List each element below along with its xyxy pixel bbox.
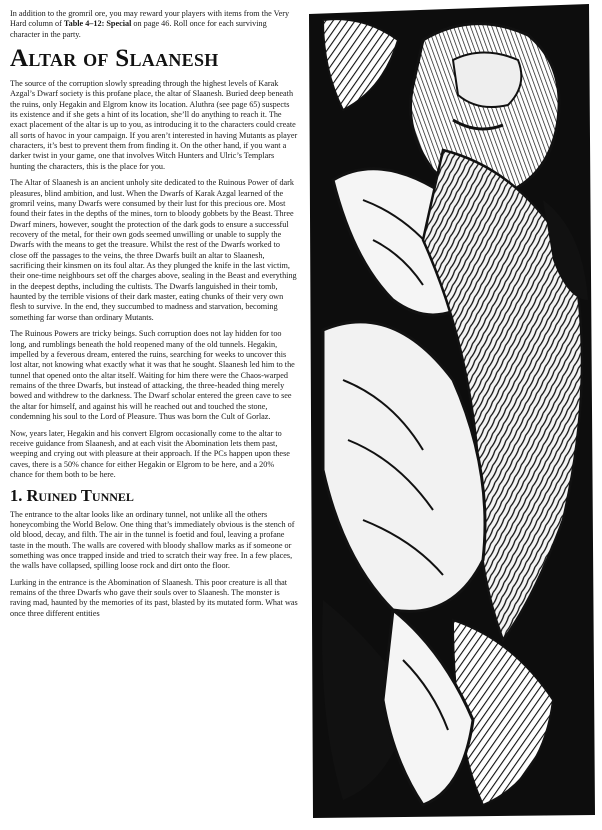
table-reference: Table 4–12: Special (63, 19, 132, 29)
section-title: Altar of Slaanesh (10, 45, 219, 73)
body-paragraph: The source of the corruption slowly spreading through the highest levels of Karak Azgal’s Dwarf society is this profane place, the altar of Slaanesh. Buried deep beneath the ruins, only Hegakin and Elgrom know its location. Aluthra (see page 65) suspects its existence and if she gets a hint of its location, she’ll do anything to reach it. The exact placement of the altar is up to you, as introducing it to the characters could create all sorts of havoc in your campaign. If you aren’t interested in having Mutants as player characters, it’s best to prevent them from finding it. On the other hand, if you want a darker twist in your game, one that involves Witch Hunters and Ulric’s Templars hunting the characters, this is the place for you. (10, 79, 298, 171)
subsection-title: 1. Ruined Tunnel (10, 485, 134, 505)
dwarf-illustration-svg (303, 0, 602, 830)
text-column (10, 9, 298, 625)
body-paragraph: The Ruinous Powers are tricky beings. Such corruption does not lay hidden for too long, and rumblings beneath the hold reopened many of the old tunnels. Hegakin, impelled by a feverous dream, entered the ruins, searching for weeks to uncover this lost altar, not knowing what exactly what it was that he sought. Slaanesh led him to the tunnel that opened onto the altar itself. Waiting for him there were the Chaos-warped remains of the three Dwarfs, but instead of attacking, the three-headed thing merely bowed and withdrew to the darkness. The Dwarf scholar entered the green cave to see the altar for himself, and against his will he reached out and touched the stone, condemning his soul to the Lord of Pleasure. Thus was born the Cult of Gorlaz. (10, 329, 295, 422)
body-paragraph: Now, years later, Hegakin and his convert Elgrom occasionally come to the altar to receive guidance from Slaanesh, and at each visit the Abomination lets them past, weeping and crying out with pleasure at their approach. If the PCs happen upon these caves, there is a 50% chance for either Hegakin or Elgrom to be here, and a 20% chance for them both to be here. (10, 428, 290, 479)
body-paragraph: Lurking in the entrance is the Abomination of Slaanesh. This poor creature is all that remains of the three Dwarfs who gave their souls over to Slaanesh. The monster is raving mad, haunted by the memories of its past, blasted by its mutated form. What was once three different entities (10, 577, 298, 618)
body-paragraph: The entrance to the altar looks like an ordinary tunnel, not unlike all the others honeycombing the World Below. One thing that’s immediately obvious is the stench of old blood, decay, and filth. The air in the tunnel is foetid and foul, leaving a profane taste in the mouth. The walls are covered with bloody shallow marks as if someone or something was once trapped inside and tried to scratch their way free. In a few places, the walls have collapsed, spilling loose rock and dirt onto the floor. (10, 509, 295, 571)
dwarf-illustration (303, 0, 602, 830)
body-paragraph: The Altar of Slaanesh is an ancient unholy site dedicated to the Ruinous Power of dark pleasures, blind ambition, and lust. When the Dwarfs of Karak Azgal learned of the gromril veins, many Dwarfs were consumed by their lust for this precious ore. Most found their fates in the depths of the mines, torn to bloody gobbets by the Beast. Three Dwarf miners, however, sought the protection of the dark gods to ensure a successful recovery of the metal, for their own gods seemed unwilling or unable to supply the Dwarfs with the means to get the treasure. Whilst the rest of the Dwarfs worked to close off the passages to the veins, the three Dwarfs built an altar to Slaanesh, sacrificing their kinsmen on its foul altar. As they plunged the knife in the last victim, their one-time neighbours set off the charges above, sealing in the Beast and everything in the deepest depths, including the cultists. The Dwarfs languished in their tomb, haunted by the terrible visions of their dark master, eating chunks of their very own flesh to survive. In the end, they succumbed to madness and starvation, becoming something far worse than ordinary Mutants. (10, 178, 297, 322)
intro-text-end: on page 46. Roll once for each surviving character in the party. (10, 19, 267, 39)
intro-text: In addition to the gromril ore, you may reward your players with items from the Very Hard column of (10, 9, 290, 29)
intro-paragraph (10, 9, 298, 40)
